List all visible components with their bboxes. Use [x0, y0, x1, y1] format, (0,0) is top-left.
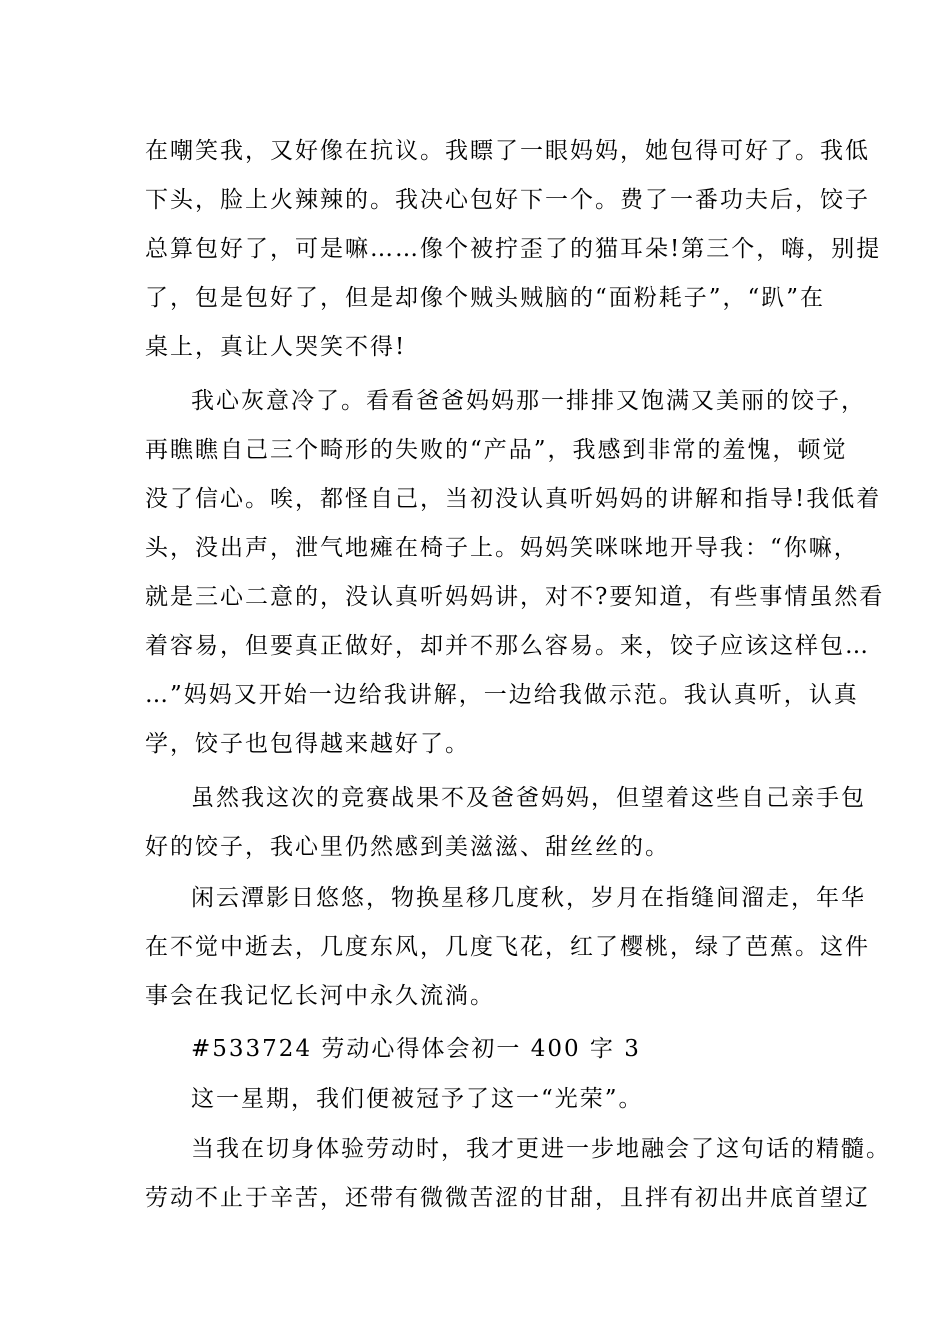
text-line-5: 桌上，真让人哭笑不得! [145, 334, 407, 360]
section-heading: #533724 劳动心得体会初一 400 字 3 [191, 1036, 641, 1062]
text-line-3: 总算包好了，可是嘛……像个被拧歪了的猫耳朵!第三个，嗨，别提 [145, 236, 882, 262]
text-line-7: 再瞧瞧自己三个畸形的失败的“产品”，我感到非常的羞愧，顿觉 [145, 437, 848, 463]
text-line-9: 头，没出声，泄气地瘫在椅子上。妈妈笑咪咪地开导我：“你嘛， [145, 535, 859, 561]
text-line-14: 虽然我这次的竞赛战果不及爸爸妈妈，但望着这些自己亲手包 [191, 785, 866, 811]
text-line-20: 这一星期，我们便被冠予了这一“光荣”。 [191, 1086, 644, 1112]
text-line-18: 事会在我记忆长河中永久流淌。 [145, 983, 495, 1009]
text-line-6: 我心灰意冷了。看看爸爸妈妈那一排排又饱满又美丽的饺子， [191, 388, 866, 414]
text-line-10: 就是三心二意的，没认真听妈妈讲，对不?要知道，有些事情虽然看 [145, 584, 885, 610]
text-line-4: 了，包是包好了，但是却像个贼头贼脑的“面粉耗子”，“趴”在 [145, 285, 826, 311]
text-line-17: 在不觉中逝去，几度东风，几度飞花，红了樱桃，绿了芭蕉。这件 [145, 934, 870, 960]
text-line-11: 着容易，但要真正做好，却并不那么容易。来，饺子应该这样包… [145, 633, 870, 659]
text-line-22: 劳动不止于辛苦，还带有微微苦涩的甘甜，且拌有初出井底首望辽 [145, 1185, 870, 1211]
text-line-16: 闲云潭影日悠悠，物换星移几度秋，岁月在指缝间溜走，年华 [191, 885, 866, 911]
text-line-2: 下头，脸上火辣辣的。我决心包好下一个。费了一番功夫后，饺子 [145, 187, 870, 213]
text-line-8: 没了信心。唉，都怪自己，当初没认真听妈妈的讲解和指导!我低着 [145, 486, 882, 512]
text-line-15: 好的饺子，我心里仍然感到美滋滋、甜丝丝的。 [145, 834, 670, 860]
text-line-12: …”妈妈又开始一边给我讲解，一边给我做示范。我认真听，认真 [145, 682, 859, 708]
text-line-1: 在嘲笑我，又好像在抗议。我瞟了一眼妈妈，她包得可好了。我低 [145, 138, 870, 164]
text-line-21: 当我在切身体验劳动时，我才更进一步地融会了这句话的精髓。 [191, 1136, 891, 1162]
text-line-13: 学，饺子也包得越来越好了。 [145, 731, 470, 757]
